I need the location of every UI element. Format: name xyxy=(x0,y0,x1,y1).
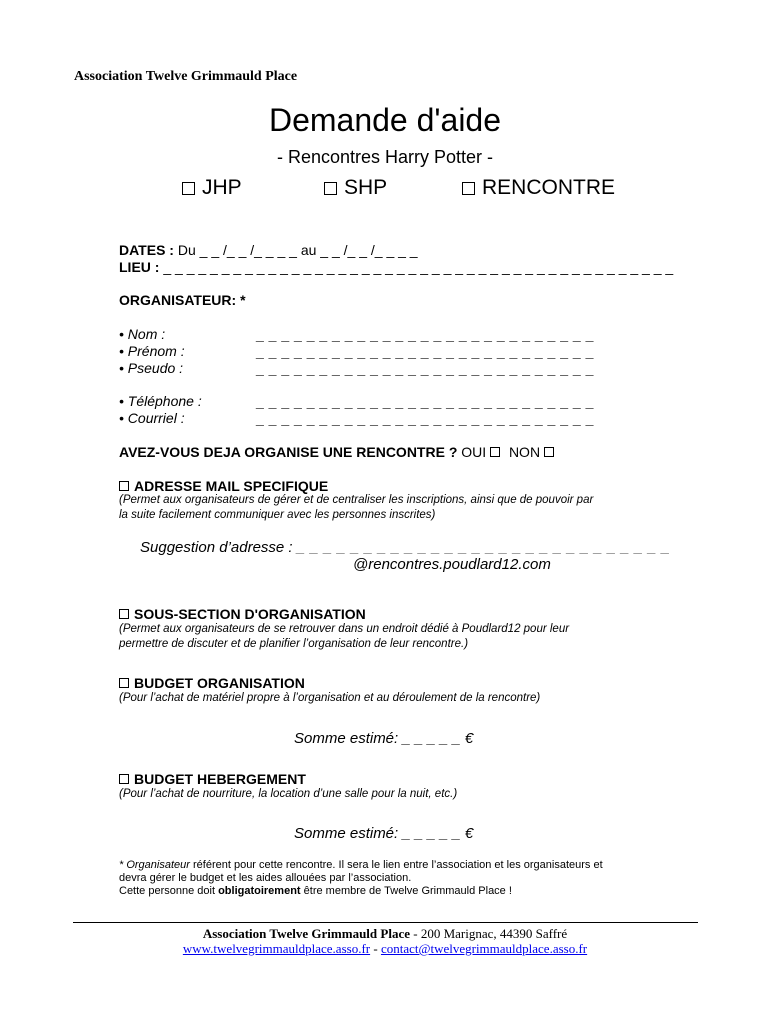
non-option[interactable] xyxy=(509,444,559,460)
checkbox-icon[interactable] xyxy=(119,678,129,688)
footer-association-name: Association Twelve Grimmauld Place xyxy=(202,926,410,941)
organisateur-heading: ORGANISATEUR: * xyxy=(119,292,246,308)
telephone-label: • Téléphone : xyxy=(119,393,202,409)
page-subtitle: - Rencontres Harry Potter - xyxy=(276,147,494,167)
courriel-label: • Courriel : xyxy=(119,410,185,426)
website-link[interactable]: www.twelvegrimmauldplace.asso.fr xyxy=(182,941,371,956)
footer-address-text: - 200 Marignac, 44390 Saffré xyxy=(409,926,568,941)
telephone-field[interactable]: _ _ _ _ _ _ _ _ _ _ _ _ _ _ _ _ _ _ _ _ _ _ _ _ _ _ _ xyxy=(256,393,594,409)
footnote xyxy=(119,859,603,898)
type-label-rencontre: RENCONTRE xyxy=(482,176,616,199)
pseudo-label: • Pseudo : xyxy=(119,360,184,376)
lieu-row[interactable] xyxy=(119,259,673,275)
courriel-field[interactable]: _ _ _ _ _ _ _ _ _ _ _ _ _ _ _ _ _ _ _ _ _ _ _ _ _ _ _ xyxy=(256,410,594,426)
oui-checkbox-icon[interactable] xyxy=(490,447,500,457)
sous-section-option[interactable] xyxy=(119,606,366,622)
budget-heb-note: (Pour l’achat de nourriture, la location d’une salle pour la nuit, etc.) xyxy=(119,788,458,800)
adresse-heading: ADRESSE MAIL SPECIFIQUE xyxy=(134,478,329,494)
nom-field[interactable]: _ _ _ _ _ _ _ _ _ _ _ _ _ _ _ _ _ _ _ _ _ _ _ _ _ _ _ xyxy=(256,326,594,342)
sous-section-note-1: (Permet aux organisateurs de se retrouver dans un endroit dédié à Poudlard12 pour leur xyxy=(119,623,570,635)
suggestion-domain: @rencontres.poudlard12.com xyxy=(353,556,551,573)
footnote-line-1: référent pour cette rencontre. Il sera le lien entre l’association et les organisateurs et xyxy=(189,859,603,871)
non-checkbox-icon[interactable] xyxy=(544,447,554,457)
adresse-note-2: la suite facilement communiquer avec les personnes inscrites) xyxy=(119,509,436,521)
type-option-shp[interactable] xyxy=(324,176,387,200)
budget-org-heading: BUDGET ORGANISATION xyxy=(134,675,305,691)
checkbox-icon[interactable] xyxy=(182,182,195,195)
suggestion-label: Suggestion d’adresse : xyxy=(140,539,293,556)
footer-address xyxy=(0,926,770,942)
budget-org-somme[interactable]: Somme estimé: _ _ _ _ _ € xyxy=(294,730,474,747)
adresse-option[interactable] xyxy=(119,478,328,494)
pseudo-field[interactable]: _ _ _ _ _ _ _ _ _ _ _ _ _ _ _ _ _ _ _ _ _ _ _ _ _ _ _ xyxy=(256,360,594,376)
suggestion-field[interactable]: _ _ _ _ _ _ _ _ _ _ _ _ _ _ _ _ _ _ _ _ _ _ _ _ _ _ _ _ xyxy=(296,539,671,556)
dates-field[interactable]: Du _ _ /_ _ /_ _ _ _ au _ _ /_ _ /_ _ _ _ xyxy=(177,242,418,258)
footer-links xyxy=(0,941,770,957)
sous-section-heading: SOUS-SECTION D'ORGANISATION xyxy=(134,606,366,622)
type-option-jhp[interactable] xyxy=(182,176,242,200)
footnote-obligatoire: obligatoirement xyxy=(218,885,301,897)
page-title: Demande d'aide xyxy=(268,102,502,138)
budget-heb-option[interactable] xyxy=(119,771,306,787)
oui-option[interactable] xyxy=(461,444,505,460)
lieu-label: LIEU : xyxy=(119,259,160,275)
checkbox-icon[interactable] xyxy=(462,182,475,195)
prenom-label: • Prénom : xyxy=(119,343,185,359)
footer-separator: - xyxy=(370,941,381,956)
checkbox-icon[interactable] xyxy=(119,609,129,619)
association-header: Association Twelve Grimmauld Place xyxy=(74,69,298,84)
dates-row[interactable] xyxy=(119,242,418,258)
non-label: NON xyxy=(508,444,541,460)
checkbox-icon[interactable] xyxy=(324,182,337,195)
budget-heb-somme[interactable]: Somme estimé: _ _ _ _ _ € xyxy=(294,825,474,842)
checkbox-icon[interactable] xyxy=(119,481,129,491)
checkbox-icon[interactable] xyxy=(119,774,129,784)
footnote-emphasis: * Organisateur xyxy=(119,859,190,871)
footnote-line-2: devra gérer le budget et les aides allouées par l’association. xyxy=(119,872,412,884)
footnote-line-3c: être membre de Twelve Grimmauld Place ! xyxy=(300,885,512,897)
adresse-note-1: (Permet aux organisateurs de gérer et de centraliser les inscriptions, ainsi que de pouvoir par xyxy=(119,494,594,506)
type-label-shp: SHP xyxy=(344,176,388,199)
deja-organise-row xyxy=(119,444,559,460)
footer-divider xyxy=(73,922,698,923)
type-label-jhp: JHP xyxy=(202,176,242,199)
budget-org-option[interactable] xyxy=(119,675,305,691)
deja-organise-question: AVEZ-VOUS DEJA ORGANISE UNE RENCONTRE ? xyxy=(119,444,458,460)
oui-label: OUI xyxy=(461,444,487,460)
lieu-field[interactable]: _ _ _ _ _ _ _ _ _ _ _ _ _ _ _ _ _ _ _ _ _ _ _ _ _ _ _ _ _ _ _ _ _ _ _ _ _ _ _ _ _ _ _ _ xyxy=(163,259,674,275)
dates-label: DATES : xyxy=(119,242,174,258)
nom-label: • Nom : xyxy=(119,326,166,342)
suggestion-row[interactable] xyxy=(140,539,670,556)
budget-heb-heading: BUDGET HEBERGEMENT xyxy=(134,771,306,787)
email-link[interactable]: contact@twelvegrimmauldplace.asso.fr xyxy=(380,941,588,956)
footnote-line-3a: Cette personne doit xyxy=(119,885,219,897)
prenom-field[interactable]: _ _ _ _ _ _ _ _ _ _ _ _ _ _ _ _ _ _ _ _ _ _ _ _ _ _ _ xyxy=(256,343,594,359)
type-option-rencontre[interactable] xyxy=(462,176,615,200)
budget-org-note: (Pour l’achat de matériel propre à l’organisation et au déroulement de la rencontre) xyxy=(119,692,541,704)
sous-section-note-2: permettre de discuter et de planifier l’organisation de leur rencontre.) xyxy=(119,638,469,650)
